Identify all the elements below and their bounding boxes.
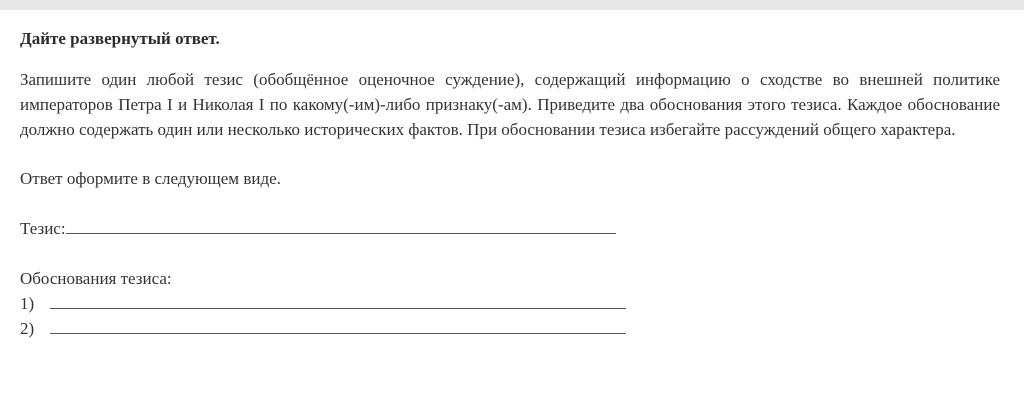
task-heading: Дайте развернутый ответ. xyxy=(20,29,220,48)
thesis-label: Тезис: xyxy=(20,219,66,238)
justification-answer-line-1[interactable] xyxy=(50,292,626,309)
justifications-title: Обоснования тезиса: xyxy=(20,269,172,288)
thesis-answer-line[interactable] xyxy=(66,217,616,234)
justification-answer-line-2[interactable] xyxy=(50,317,626,334)
justification-row-2 xyxy=(20,316,1000,341)
justification-number: 1) xyxy=(20,294,35,313)
format-note: Ответ оформите в следующем виде. xyxy=(20,169,281,188)
justification-row-1 xyxy=(20,291,1000,316)
thesis-row xyxy=(20,216,1000,241)
justification-number: 2) xyxy=(20,319,35,338)
task-instructions: Запишите один любой тезис (обобщённое оценочное суждение), содержащий информацию о сходстве во внешней политике императоров Петра I и Николая I по какому(-им)-либо признаку(-ам). Приведите два обоснования этого тезиса. Каждое обоснование должно содержать один или несколько исторических фактов. При обосновании тезиса избегайте рассуждений общего характера. xyxy=(20,70,1000,139)
task-content xyxy=(20,26,1000,341)
top-bar xyxy=(0,0,1024,10)
